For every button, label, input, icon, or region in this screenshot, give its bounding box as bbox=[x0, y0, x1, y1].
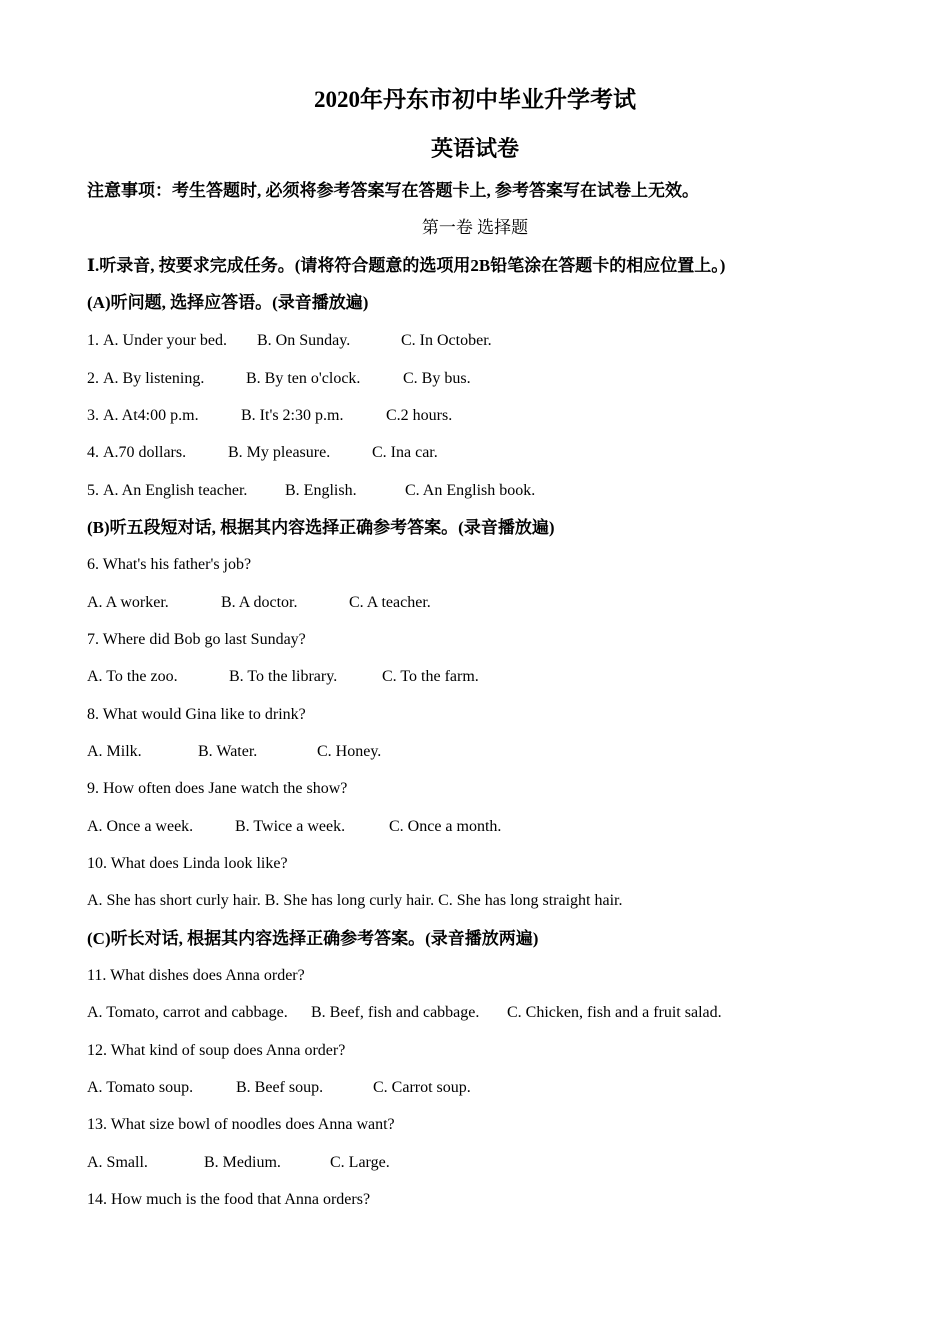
question-stem: 6. What's his father's job? bbox=[87, 556, 252, 573]
option-b: B. Beef soup. bbox=[236, 1079, 324, 1096]
option-a: A. She has short curly hair. bbox=[87, 892, 261, 909]
question-stem: 9. How often does Jane watch the show? bbox=[87, 780, 348, 797]
option-b: B. By ten o'clock. bbox=[246, 370, 361, 387]
option-b: B. To the library. bbox=[229, 668, 338, 685]
question-options bbox=[87, 1078, 471, 1098]
section-a-heading: (A)听问题, 选择应答语。(录音播放遍) bbox=[87, 293, 369, 312]
section-c-heading: (C)听长对话, 根据其内容选择正确参考答案。(录音播放两遍) bbox=[87, 929, 539, 948]
question-number: 4. bbox=[87, 444, 99, 461]
exam-subtitle: 英语试卷 bbox=[430, 136, 519, 161]
option-b: B. My pleasure. bbox=[228, 444, 331, 461]
section-b-heading: (B)听五段短对话, 根据其内容选择正确参考答案。(录音播放遍) bbox=[87, 518, 555, 537]
question-number: 3. bbox=[87, 407, 99, 424]
question-item bbox=[87, 443, 438, 463]
option-c: C. Once a month. bbox=[389, 818, 502, 835]
option-c: C. In October. bbox=[401, 332, 492, 349]
exam-title: 2020年丹东市初中毕业升学考试 bbox=[314, 87, 636, 112]
option-a: A. Tomato, carrot and cabbage. bbox=[87, 1004, 288, 1021]
option-b: B. She has long curly hair. bbox=[264, 892, 435, 909]
option-a: A. At4:00 p.m. bbox=[103, 407, 199, 424]
question-number: 5. bbox=[87, 482, 99, 499]
option-b: B. English. bbox=[285, 482, 357, 499]
option-a: A. Milk. bbox=[87, 743, 142, 760]
option-b: B. Beef, fish and cabbage. bbox=[311, 1004, 480, 1021]
question-options bbox=[87, 742, 381, 762]
question-stem: 7. Where did Bob go last Sunday? bbox=[87, 631, 306, 648]
option-c: C. To the farm. bbox=[382, 668, 479, 685]
option-c: C. An English book. bbox=[405, 482, 536, 499]
option-b: B. It's 2:30 p.m. bbox=[241, 407, 344, 424]
question-stem: 14. How much is the food that Anna orders? bbox=[87, 1191, 371, 1208]
question-options bbox=[87, 667, 479, 687]
option-a: A. To the zoo. bbox=[87, 668, 178, 685]
option-c: C. Ina car. bbox=[372, 444, 438, 461]
part1-heading: Ⅰ.听录音, 按要求完成任务。(请将符合题意的选项用2B铅笔涂在答题卡的相应位置上。) bbox=[87, 256, 726, 275]
option-c: C. Large. bbox=[330, 1154, 390, 1171]
option-a: A. Under your bed. bbox=[103, 332, 227, 349]
option-a: A. Once a week. bbox=[87, 818, 194, 835]
question-item bbox=[87, 369, 471, 389]
question-stem: 12. What kind of soup does Anna order? bbox=[87, 1042, 346, 1059]
option-a: A. A worker. bbox=[87, 594, 169, 611]
notice: 注意事项：考生答题时, 必须将参考答案写在答题卡上, 参考答案写在试卷上无效。 bbox=[87, 181, 699, 200]
option-c: C. Chicken, fish and a fruit salad. bbox=[507, 1004, 722, 1021]
question-stem: 11. What dishes does Anna order? bbox=[87, 967, 305, 984]
question-options bbox=[87, 1003, 722, 1023]
option-c: C. Honey. bbox=[317, 743, 382, 760]
question-number: 2. bbox=[87, 370, 99, 387]
option-a: A. Tomato soup. bbox=[87, 1079, 194, 1096]
question-item bbox=[87, 331, 492, 351]
option-b: B. A doctor. bbox=[221, 594, 298, 611]
question-options bbox=[87, 817, 501, 837]
option-c: C. She has long straight hair. bbox=[438, 892, 623, 909]
question-options bbox=[87, 891, 623, 911]
question-options bbox=[87, 593, 431, 613]
option-c: C.2 hours. bbox=[386, 407, 453, 424]
option-c: C. Carrot soup. bbox=[373, 1079, 471, 1096]
question-stem: 13. What size bowl of noodles does Anna want? bbox=[87, 1116, 395, 1133]
option-b: B. Medium. bbox=[204, 1154, 281, 1171]
option-a: A. An English teacher. bbox=[103, 482, 248, 499]
option-a: A.70 dollars. bbox=[103, 444, 187, 461]
option-b: B. On Sunday. bbox=[257, 332, 351, 349]
option-a: A. By listening. bbox=[103, 370, 205, 387]
option-a: A. Small. bbox=[87, 1154, 148, 1171]
question-number: 1. bbox=[87, 332, 99, 349]
option-b: B. Twice a week. bbox=[235, 818, 346, 835]
option-b: B. Water. bbox=[198, 743, 258, 760]
option-c: C. A teacher. bbox=[349, 594, 431, 611]
question-stem: 8. What would Gina like to drink? bbox=[87, 706, 306, 723]
question-options bbox=[87, 1153, 390, 1173]
question-item bbox=[87, 406, 452, 426]
option-c: C. By bus. bbox=[403, 370, 471, 387]
volume-heading: 第一卷 选择题 bbox=[421, 218, 529, 237]
question-stem: 10. What does Linda look like? bbox=[87, 855, 288, 872]
question-item bbox=[87, 481, 535, 501]
